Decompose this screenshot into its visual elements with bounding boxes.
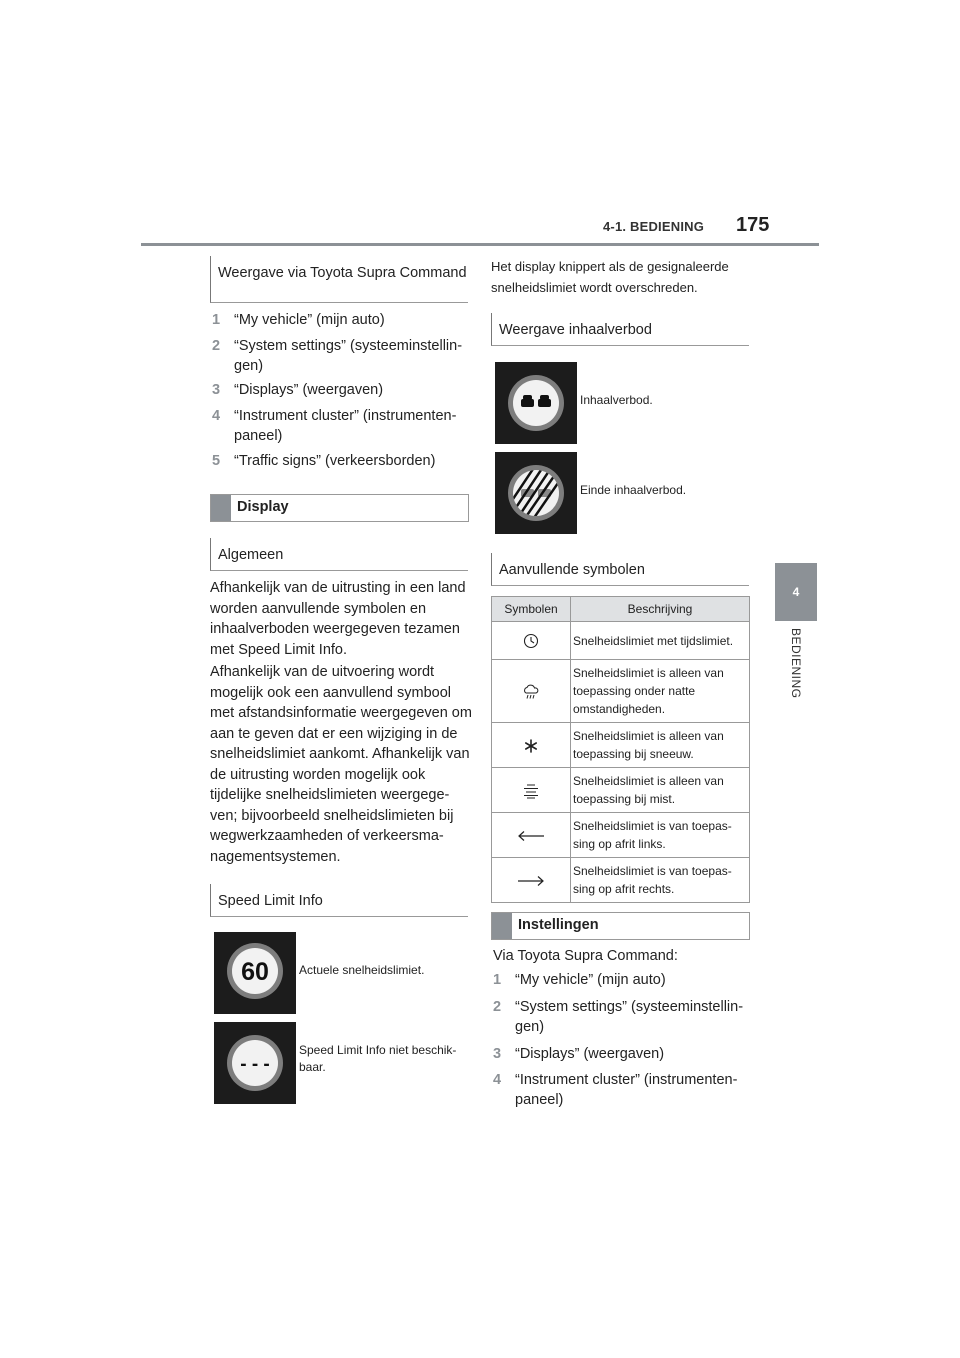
via-command: Via Toyota Supra Command: (493, 948, 678, 964)
list-item (493, 970, 749, 990)
speed-limit-sign-image (214, 932, 296, 1014)
table-row (492, 660, 750, 723)
section-title: 4-1. BEDIENING (603, 219, 705, 234)
symbol-cell (492, 858, 571, 903)
desc-cell: Snelheidslimiet is van toepas-sing op afrit links. (571, 813, 750, 858)
list-number: 1 (493, 972, 502, 988)
arrow-right-icon (516, 875, 546, 887)
speed-limit-unavailable-image (214, 1022, 296, 1104)
heading-instellingen-text: Instellingen (518, 917, 599, 933)
desc-cell: Snelheidslimiet is alleen van toepassing onder natte omstandigheden. (571, 660, 750, 723)
clock-icon (523, 633, 539, 649)
rain-cloud-icon (522, 684, 540, 700)
list-item (493, 997, 749, 1037)
list-number: 2 (212, 338, 221, 354)
caption-niet-beschikbaar: Speed Limit Info niet beschik-baar. (299, 1043, 457, 1074)
symbol-cell (492, 723, 571, 768)
list-text: “My vehicle” (mijn auto) (515, 972, 666, 988)
desc-cell: Snelheidslimiet is alleen van toepassing bij sneeuw. (571, 723, 750, 768)
heading-algemeen: Algemeen (210, 538, 468, 571)
list-item (212, 310, 468, 330)
list-number: 3 (212, 382, 221, 398)
list-item (212, 406, 468, 446)
paragraph-uitvoering: Afhankelijk van de uitvoering wordt mogelijk ook een aanvullend symbool met afstandsinformatie weergegeven om aan te geven dat er een wijziging in de snelheidslimiet aankomt. Afhankelijk van de uitrusting worden mogelijk ook tijdelijke snelheidslimieten weergege-ven; bijvoorbeeld snelheidslimieten bij wegwerkzaamheden of verkeersma-nagementsystemen. (210, 664, 472, 865)
symbol-cell (492, 768, 571, 813)
end-overtaking-image (495, 452, 577, 534)
end-overtaking-prohibition-sign (495, 452, 577, 534)
heading-inhaalverbod: Weergave inhaalverbod (491, 313, 749, 346)
list-number: 4 (212, 408, 221, 424)
list-number: 1 (212, 312, 221, 328)
list-text: “Instrument cluster” (instrumenten-paneel) (515, 1072, 738, 1108)
overtaking-prohibited-image (495, 362, 577, 444)
snowflake-icon (524, 739, 538, 753)
list-text: “Displays” (weergaven) (515, 1046, 665, 1062)
list-item (212, 451, 468, 471)
page-number: 175 (736, 214, 770, 236)
list-item (212, 380, 468, 400)
symbol-cell (492, 660, 571, 723)
table-header-row (492, 597, 750, 622)
arrow-left-icon (516, 830, 546, 842)
caption-inhaalverbod: Inhaalverbod. (580, 393, 653, 407)
overtaking-prohibited-sign (495, 362, 577, 444)
chapter-tab: 4 (775, 563, 817, 621)
symbols-table (491, 596, 750, 903)
list-text: “Displays” (weergaven) (234, 382, 384, 398)
list-number: 2 (493, 999, 502, 1015)
speed-limit-unavailable-sign (214, 1022, 296, 1104)
heading-bar (211, 495, 231, 521)
col-symbolen: Symbolen (492, 597, 571, 622)
fog-icon (521, 783, 541, 799)
speed-limit-60-sign (214, 932, 296, 1014)
table-row (492, 813, 750, 858)
desc-cell: Snelheidslimiet met tijdslimiet. (571, 622, 750, 660)
chapter-label-text: BEDIENING (789, 628, 803, 699)
chapter-label (775, 628, 817, 718)
table-row (492, 858, 750, 903)
list-number: 3 (493, 1046, 502, 1062)
heading-bar (492, 913, 512, 939)
desc-cell: Snelheidslimiet is alleen van toepassing bij mist. (571, 768, 750, 813)
heading-weergave: Weergave via Toyota Supra Command (210, 256, 468, 303)
col-beschrijving: Beschrijving (571, 597, 750, 622)
heading-speed-limit-info: Speed Limit Info (210, 884, 468, 917)
table-row (492, 768, 750, 813)
paragraph-knippert: Het display knippert als de gesignaleerde snelheidslimiet wordt overschreden. (491, 259, 729, 295)
list-number: 5 (212, 453, 221, 469)
list-item (493, 1044, 749, 1064)
sign-60-value: 60 (241, 958, 269, 986)
caption-actuele: Actuele snelheidslimiet. (299, 963, 425, 977)
heading-display (210, 494, 469, 522)
table-row (492, 622, 750, 660)
paragraph-uitrusting: Afhankelijk van de uitrusting in een land worden aanvullende symbolen en inhaalverboden weergegeven tezamen met Speed Limit Info. (210, 580, 466, 658)
list-item (212, 336, 468, 376)
list-text: “Instrument cluster” (instrumenten-paneel) (234, 408, 457, 444)
caption-einde: Einde inhaalverbod. (580, 483, 687, 497)
symbol-cell (492, 622, 571, 660)
heading-display-text: Display (237, 499, 289, 515)
header-divider (141, 243, 819, 246)
heading-aanvullende-symbolen: Aanvullende symbolen (491, 553, 749, 586)
list-text: “System settings” (systeeminstellin-gen) (515, 999, 744, 1035)
symbol-cell (492, 813, 571, 858)
list-number: 4 (493, 1072, 502, 1088)
heading-instellingen (491, 912, 750, 940)
table-row (492, 723, 750, 768)
list-item (493, 1070, 749, 1110)
desc-cell: Snelheidslimiet is van toepas-sing op afrit rechts. (571, 858, 750, 903)
list-text: “Traffic signs” (verkeersborden) (234, 453, 436, 469)
list-text: “System settings” (systeeminstellin-gen) (234, 338, 463, 374)
sign-dash-value: - - - (240, 1054, 270, 1075)
list-text: “My vehicle” (mijn auto) (234, 312, 385, 328)
